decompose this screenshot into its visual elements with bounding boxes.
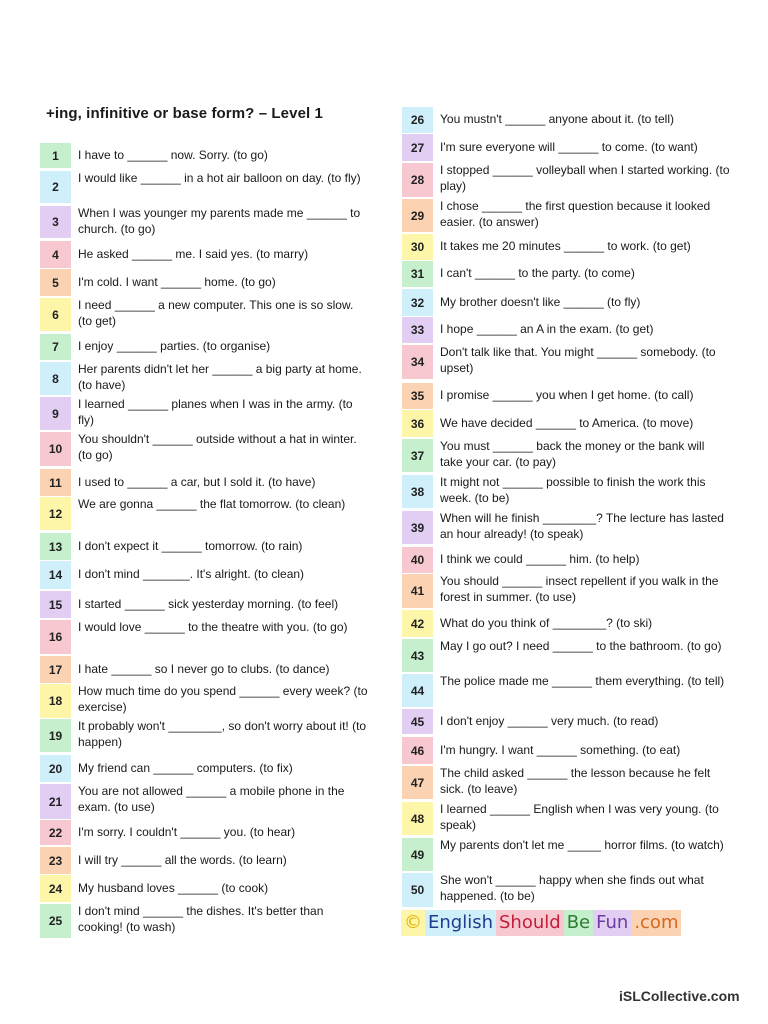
question-text-29: I chose ______ the first question because it looked easier. (to answer) — [440, 199, 711, 229]
question-text-13: I don't expect it ______ tomorrow. (to rain) — [78, 538, 303, 553]
question-text-33: I hope ______ an A in the exam. (to get) — [440, 322, 654, 337]
question-text-12: We are gonna ______ the flat tomorrow. (to clean) — [78, 497, 346, 511]
question-text-49: My parents don't let me _____ horror films. (to watch) — [440, 838, 724, 852]
question-number-46: 46 — [402, 737, 433, 764]
question-text-27: I'm sure everyone will ______ to come. (to want) — [440, 139, 698, 154]
question-text-37: You must ______ back the money or the bank will take your car. (to pay) — [440, 439, 705, 469]
question-text-6: I need ______ a new computer. This one is so slow. (to get) — [78, 298, 354, 328]
question-number-18: 18 — [40, 684, 71, 718]
question-text-4: He asked ______ me. I said yes. (to marry) — [78, 246, 309, 261]
question-number-22: 22 — [40, 820, 71, 845]
brand-english: English — [425, 910, 496, 936]
brand-com: .com — [631, 910, 681, 936]
question-text-23: I will try ______ all the words. (to learn) — [78, 852, 287, 867]
question-text-14: I don't mind _______. It's alright. (to clean) — [78, 567, 305, 582]
question-text-17: I hate ______ so I never go to clubs. (to dance) — [78, 661, 330, 676]
question-text-34: Don't talk like that. You might ______ somebody. (to upset) — [440, 345, 716, 375]
question-text-45: I don't enjoy ______ very much. (to read) — [440, 713, 659, 728]
page-title: +ing, infinitive or base form? – Level 1 — [46, 105, 323, 122]
question-text-36: We have decided ______ to America. (to move) — [440, 415, 694, 430]
question-number-49: 49 — [402, 838, 433, 871]
question-text-10: You shouldn't ______ outside without a hat in winter. (to go) — [78, 432, 357, 462]
question-number-40: 40 — [402, 547, 433, 573]
question-text-7: I enjoy ______ parties. (to organise) — [78, 339, 271, 354]
question-text-18: How much time do you spend ______ every week? (to exercise) — [78, 684, 368, 714]
question-text-28: I stopped ______ volleyball when I started working. (to play) — [440, 163, 730, 193]
question-number-38: 38 — [402, 475, 433, 508]
question-number-28: 28 — [402, 163, 433, 197]
brand-be: Be — [564, 910, 593, 936]
site-footer: iSLCollective.com — [619, 988, 740, 1004]
question-number-35: 35 — [402, 383, 433, 409]
question-text-25: I don't mind ______ the dishes. It's better than cooking! (to wash) — [78, 904, 324, 934]
brand-logo — [401, 910, 681, 936]
question-text-26: You mustn't ______ anyone about it. (to tell) — [440, 112, 675, 127]
question-number-2: 2 — [40, 171, 71, 203]
question-number-9: 9 — [40, 397, 71, 430]
question-number-20: 20 — [40, 755, 71, 782]
question-number-15: 15 — [40, 591, 71, 618]
question-text-38: It might not ______ possible to finish the work this week. (to be) — [440, 475, 706, 505]
question-number-7: 7 — [40, 334, 71, 360]
question-number-48: 48 — [402, 802, 433, 835]
question-text-44: The police made me ______ them everything. (to tell) — [440, 674, 725, 688]
question-text-50: She won't ______ happy when she finds out what happened. (to be) — [440, 873, 704, 903]
copyright-symbol: © — [401, 910, 425, 936]
question-number-44: 44 — [402, 674, 433, 707]
question-text-47: The child asked ______ the lesson because he felt sick. (to leave) — [440, 766, 711, 796]
question-text-22: I'm sorry. I couldn't ______ you. (to hear) — [78, 824, 296, 839]
question-number-24: 24 — [40, 875, 71, 902]
question-text-9: I learned ______ planes when I was in the army. (to fly) — [78, 397, 353, 427]
question-text-31: I can't ______ to the party. (to come) — [440, 266, 635, 281]
question-text-19: It probably won't ________, so don't worry about it! (to happen) — [78, 719, 367, 749]
question-number-16: 16 — [40, 620, 71, 654]
question-text-20: My friend can ______ computers. (to fix) — [78, 760, 293, 775]
question-number-3: 3 — [40, 206, 71, 238]
question-number-14: 14 — [40, 561, 71, 589]
question-text-15: I started ______ sick yesterday morning. (to feel) — [78, 596, 339, 611]
question-number-39: 39 — [402, 511, 433, 544]
question-number-31: 31 — [402, 261, 433, 287]
question-number-19: 19 — [40, 719, 71, 752]
question-number-50: 50 — [402, 873, 433, 907]
question-number-12: 12 — [40, 497, 71, 530]
question-text-21: You are not allowed ______ a mobile phone in the exam. (to use) — [78, 784, 345, 814]
question-text-8: Her parents didn't let her ______ a big party at home. (to have) — [78, 362, 362, 392]
question-number-10: 10 — [40, 432, 71, 466]
question-text-40: I think we could ______ him. (to help) — [440, 552, 640, 567]
question-text-1: I have to ______ now. Sorry. (to go) — [78, 147, 268, 162]
question-text-48: I learned ______ English when I was very young. (to speak) — [440, 802, 719, 832]
question-number-5: 5 — [40, 269, 71, 296]
question-text-39: When will he finish ________? The lecture has lasted an hour already! (to speak) — [440, 511, 724, 541]
question-text-35: I promise ______ you when I get home. (to call) — [440, 388, 694, 403]
question-number-23: 23 — [40, 847, 71, 874]
question-number-4: 4 — [40, 241, 71, 268]
question-number-26: 26 — [402, 107, 433, 133]
question-text-11: I used to ______ a car, but I sold it. (to have) — [78, 474, 316, 489]
question-text-41: You should ______ insect repellent if you walk in the forest in summer. (to use) — [440, 574, 719, 604]
question-number-17: 17 — [40, 656, 71, 683]
question-number-8: 8 — [40, 362, 71, 395]
question-number-42: 42 — [402, 610, 433, 637]
question-text-42: What do you think of ________? (to ski) — [440, 615, 653, 630]
question-text-2: I would like ______ in a hot air balloon on day. (to fly) — [78, 171, 361, 185]
question-number-13: 13 — [40, 533, 71, 560]
question-number-37: 37 — [402, 439, 433, 472]
question-number-47: 47 — [402, 766, 433, 799]
question-number-34: 34 — [402, 345, 433, 379]
question-number-6: 6 — [40, 298, 71, 331]
question-number-11: 11 — [40, 469, 71, 496]
question-text-3: When I was younger my parents made me ______ to church. (to go) — [78, 206, 361, 236]
brand-should: Should — [496, 910, 564, 936]
question-number-33: 33 — [402, 317, 433, 343]
question-number-29: 29 — [402, 199, 433, 232]
brand-fun: Fun — [593, 910, 631, 936]
question-number-36: 36 — [402, 410, 433, 437]
question-number-43: 43 — [402, 639, 433, 672]
question-text-32: My brother doesn't like ______ (to fly) — [440, 294, 641, 309]
question-text-43: May I go out? I need ______ to the bathroom. (to go) — [440, 639, 722, 653]
question-number-41: 41 — [402, 574, 433, 608]
question-number-27: 27 — [402, 134, 433, 161]
question-number-30: 30 — [402, 234, 433, 260]
question-number-45: 45 — [402, 709, 433, 734]
question-text-30: It takes me 20 minutes ______ to work. (to get) — [440, 239, 691, 254]
question-text-46: I'm hungry. I want ______ something. (to eat) — [440, 742, 681, 757]
question-number-21: 21 — [40, 784, 71, 819]
question-number-1: 1 — [40, 143, 71, 168]
question-number-25: 25 — [40, 904, 71, 938]
question-text-5: I'm cold. I want ______ home. (to go) — [78, 274, 276, 289]
question-number-32: 32 — [402, 289, 433, 316]
question-text-24: My husband loves ______ (to cook) — [78, 880, 269, 895]
question-text-16: I would love ______ to the theatre with you. (to go) — [78, 620, 348, 634]
